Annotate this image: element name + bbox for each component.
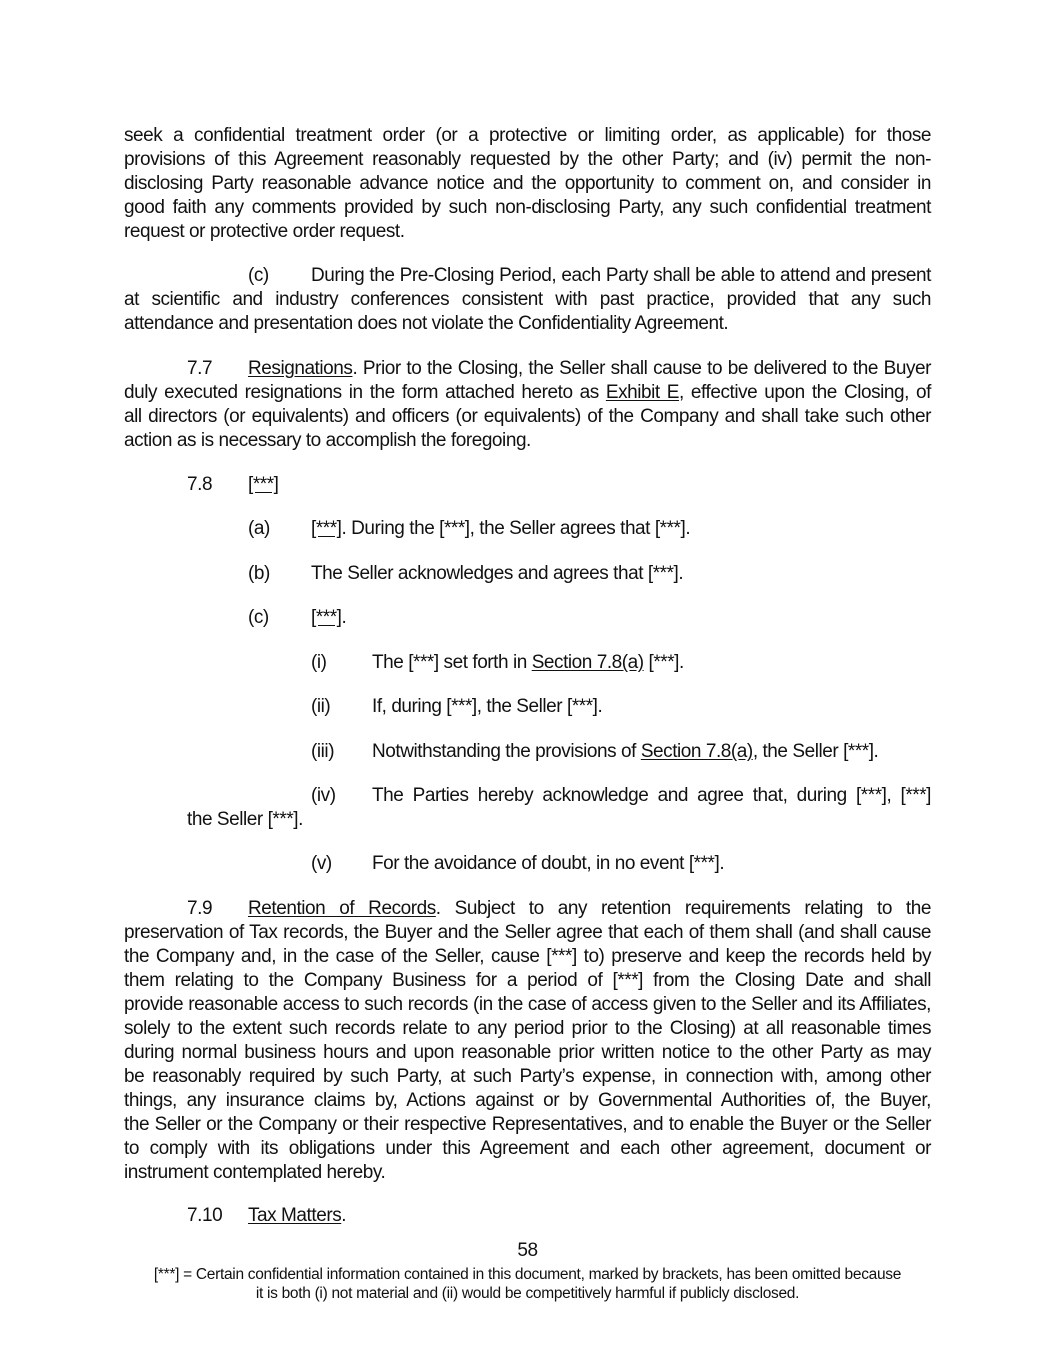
subclause-ii-text: If, during [***], the Seller [***]. xyxy=(372,696,603,717)
clause-label: (a) xyxy=(248,518,270,539)
text-line: the Seller or the Company or their respective Representatives, and to enable the Buyer or the Seller xyxy=(124,1114,931,1135)
text-line: to comply with its obligations under this Agreement and each other agreement, document or xyxy=(124,1138,931,1159)
text-line: at scientific and industry conferences consistent with past practice, provided that any such xyxy=(124,289,931,310)
text-line: Resignations. Prior to the Closing, the Seller shall cause to be delivered to the Buyer xyxy=(248,358,931,379)
clause-label: (b) xyxy=(248,563,270,584)
text-line: action as is necessary to accomplish the foregoing. xyxy=(124,430,531,451)
subclause-label: (iii) xyxy=(311,741,335,762)
section-heading: [***] xyxy=(248,474,279,495)
clause-c-text: [***]. xyxy=(311,607,347,628)
section-heading: Tax Matters. xyxy=(248,1205,347,1226)
page-number: 58 xyxy=(517,1240,538,1261)
text-line: good faith any comments provided by such non-disclosing Party, any such confidential treatment xyxy=(124,197,931,218)
subclause-label: (ii) xyxy=(311,696,331,717)
text-line: preservation of Tax records, the Buyer and the Seller agree that each of them shall (and shall cause xyxy=(124,922,931,943)
section-number: 7.10 xyxy=(187,1205,223,1226)
section-number: 7.9 xyxy=(187,898,213,919)
text-line: be reasonably required by such Party, at such Party’s expense, in connection with, among other xyxy=(124,1066,931,1087)
text-line: all directors (or equivalents) and officers (or equivalents) of the Company and shall take such other xyxy=(124,406,931,427)
text-line: attendance and presentation does not violate the Confidentiality Agreement. xyxy=(124,313,729,334)
text-line: request or protective order request. xyxy=(124,221,405,242)
text-line: during normal business hours and upon reasonable prior written notice to the other Party as may xyxy=(124,1042,931,1063)
clause-label: (c) xyxy=(248,265,269,286)
subclause-label: (i) xyxy=(311,652,327,673)
subclause-v-text: For the avoidance of doubt, in no event [***]. xyxy=(372,853,725,874)
clause-label: (c) xyxy=(248,607,269,628)
clause-c-paragraph xyxy=(124,264,931,336)
text-line: provide reasonable access to such records (in the case of access given to the Seller and its Affiliates, xyxy=(124,994,931,1015)
subclause-iv-continuation: the Seller [***]. xyxy=(187,809,303,830)
section-7-7 xyxy=(124,357,931,453)
clause-a-text: [***]. During the [***], the Seller agrees that [***]. xyxy=(311,518,691,539)
clause-b-text: The Seller acknowledges and agrees that [***]. xyxy=(311,563,684,584)
section-7-9 xyxy=(124,897,931,1185)
text-line: things, any insurance claims by, Actions against or by Governmental Authorities of, the Buyer, xyxy=(124,1090,931,1111)
section-number: 7.8 xyxy=(187,474,213,495)
text-line: seek a confidential treatment order (or a protective or limiting order, as applicable) for those xyxy=(124,125,931,146)
subclause-label: (v) xyxy=(311,853,332,874)
intro-paragraph xyxy=(124,124,931,244)
text-line: instrument contemplated hereby. xyxy=(124,1162,386,1183)
text-line: disclosing Party reasonable advance notice and the opportunity to comment on, and consider in xyxy=(124,173,931,194)
section-heading: Retention of Records xyxy=(248,898,436,919)
section-reference-link[interactable]: Section 7.8(a) xyxy=(640,741,753,762)
text-line: them relating to the Company Business for a period of [***] from the Closing Date and shall xyxy=(124,970,931,991)
subclause-label: (iv) xyxy=(311,785,336,806)
text-line: solely to the extent such records relate to any period prior to the Closing) at all reasonable times xyxy=(124,1018,931,1039)
footnote-line: [***] = Certain confidential information contained in this document, marked by brackets, has been omitted because xyxy=(153,1266,902,1283)
footnote xyxy=(110,1265,945,1303)
exhibit-link[interactable]: Exhibit E xyxy=(605,382,680,403)
section-number: 7.7 xyxy=(187,358,213,379)
text-line: During the Pre-Closing Period, each Party shall be able to attend and present xyxy=(311,265,931,286)
text-line: Retention of Records. Subject to any retention requirements relating to the xyxy=(248,898,931,919)
text-line: the Company and, in the case of the Seller, cause [***] to) preserve and keep the records held by xyxy=(124,946,931,967)
text-line: provisions of this Agreement reasonably requested by the other Party; and (iv) permit the non- xyxy=(124,149,931,170)
section-reference-link[interactable]: Section 7.8(a) xyxy=(531,652,644,673)
subclause-i-text: The [***] set forth in Section 7.8(a) [***]. xyxy=(372,652,684,673)
subclause-iii-text: Notwithstanding the provisions of Section 7.8(a), the Seller [***]. xyxy=(372,741,879,762)
footnote-line: it is both (i) not material and (ii) would be competitively harmful if publicly disclosed. xyxy=(255,1285,800,1302)
text-line: duly executed resignations in the form attached hereto as Exhibit E, effective upon the Closing, of xyxy=(124,382,931,403)
subclause-iv-text: The Parties hereby acknowledge and agree that, during [***], [***] xyxy=(372,785,931,806)
section-heading: Resignations xyxy=(248,358,353,379)
